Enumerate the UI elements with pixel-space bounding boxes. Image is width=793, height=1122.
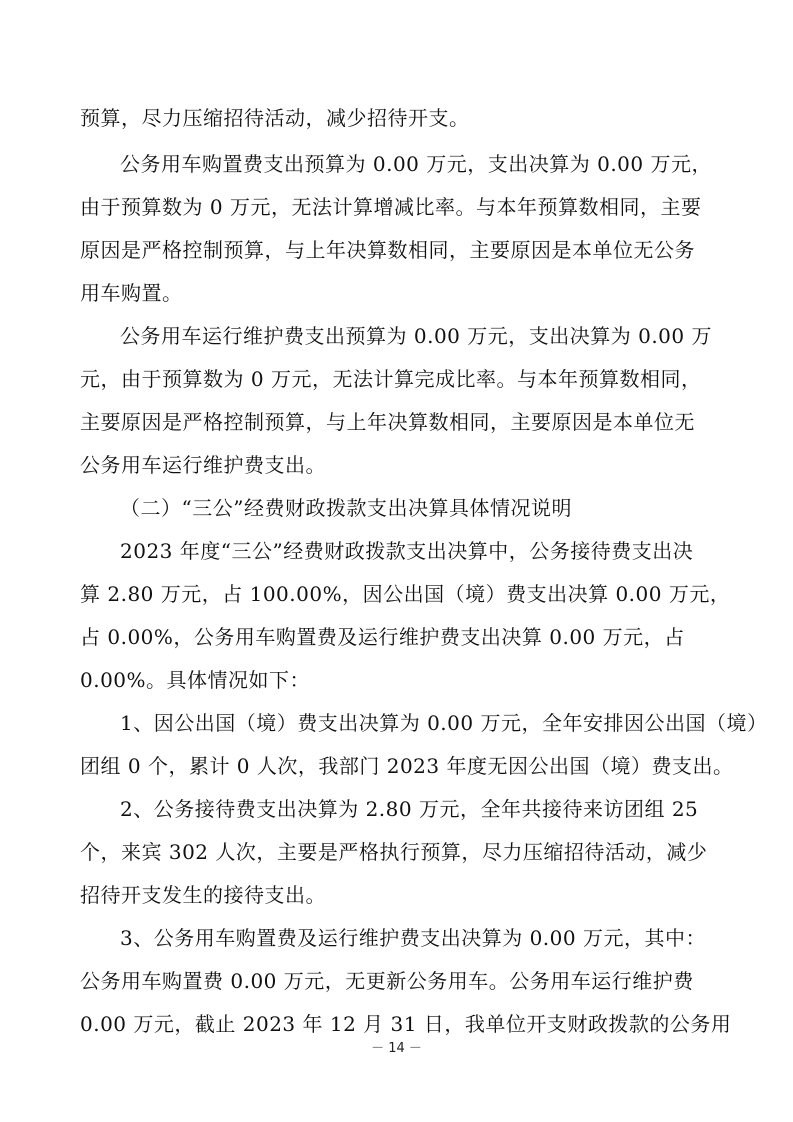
text-line: 招待开支发生的接待支出。 bbox=[80, 883, 326, 907]
page-number: － 14 － bbox=[371, 1041, 422, 1056]
text-line: 算 2.80 万元，占 100.00%，因公出国（境）费支出决算 0.00 万元， bbox=[80, 582, 731, 606]
text-line: 由于预算数为 0 万元，无法计算增减比率。与本年预算数相同，主要 bbox=[80, 195, 702, 219]
text-line: 公务用车运行维护费支出。 bbox=[80, 453, 326, 477]
text-line: 原因是严格控制预算，与上年决算数相同，主要原因是本单位无公务 bbox=[80, 238, 695, 262]
section-heading: （二）“三公”经费财政拨款支出决算具体情况说明 bbox=[120, 496, 572, 520]
text-line: 预算，尽力压缩招待活动，减少招待开支。 bbox=[80, 106, 470, 130]
text-line: 2023 年度“三公”经费财政拨款支出决算中，公务接待费支出决 bbox=[120, 539, 694, 563]
text-line: 用车购置。 bbox=[80, 281, 183, 305]
text-line: 0.00 万元，截止 2023 年 12 月 31 日，我单位开支财政拨款的公务用 bbox=[80, 1012, 732, 1036]
text-line: 2、公务接待费支出决算为 2.80 万元，全年共接待来访团组 25 bbox=[120, 797, 699, 821]
text-line: 占 0.00%，公务用车购置费及运行维护费支出决算 0.00 万元，占 bbox=[80, 625, 685, 649]
text-line: 0.00%。具体情况如下： bbox=[80, 668, 311, 692]
text-line: 个，来宾 302 人次，主要是严格执行预算，尽力压缩招待活动，减少 bbox=[80, 840, 708, 864]
text-line: 团组 0 个，累计 0 人次，我部门 2023 年度无因公出国（境）费支出。 bbox=[80, 754, 734, 778]
text-line: 3、公务用车购置费及运行维护费支出决算为 0.00 万元，其中： bbox=[120, 926, 706, 950]
text-line: 元，由于预算数为 0 万元，无法计算完成比率。与本年预算数相同， bbox=[80, 367, 702, 391]
text-line: 公务用车购置费 0.00 万元，无更新公务用车。公务用车运行维护费 bbox=[80, 969, 694, 993]
text-line: 1、因公出国（境）费支出决算为 0.00 万元，全年安排因公出国（境） bbox=[120, 711, 768, 735]
text-line: 公务用车购置费支出预算为 0.00 万元，支出决算为 0.00 万元， bbox=[120, 152, 712, 176]
text-line: 公务用车运行维护费支出预算为 0.00 万元，支出决算为 0.00 万 bbox=[120, 324, 712, 348]
text-line: 主要原因是严格控制预算，与上年决算数相同，主要原因是本单位无 bbox=[80, 410, 695, 434]
